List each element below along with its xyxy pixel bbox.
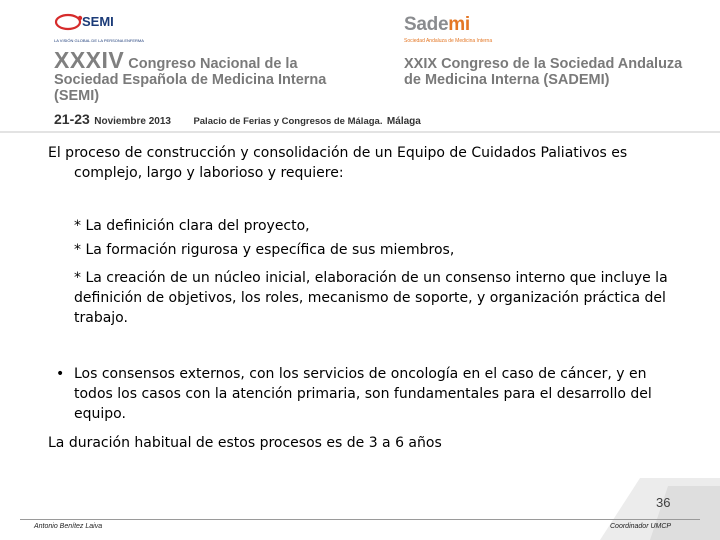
- sademi-congress-line2: de Medicina Interna (SADEMI): [404, 72, 610, 88]
- intro-paragraph: [48, 143, 688, 183]
- bullet-text: Los consensos externos, con los servicios de oncología en el caso de cáncer, y en todos los casos con la atención primaria, son fundamentales para el desarrollo del equipo.: [74, 366, 652, 422]
- congress-line1: Congreso Nacional de la: [128, 56, 298, 72]
- header-divider: [0, 131, 720, 133]
- event-month: Noviembre 2013: [94, 116, 171, 127]
- sademi-logo: [404, 14, 514, 44]
- sademi-logo-text: Sademi: [404, 14, 470, 35]
- event-venue: Palacio de Ferias y Congresos de Málaga.: [193, 116, 383, 127]
- semi-tagline: LA VISIÓN GLOBAL DE LA PERSONA ENFERMA: [54, 38, 144, 43]
- congress-number: XXXIV: [54, 47, 125, 73]
- duration-statement: La duración habitual de estos procesos es de 3 a 6 años: [48, 435, 442, 451]
- footer-author: Antonio Benítez Laiva: [34, 523, 103, 530]
- bullet-icon: •: [56, 366, 65, 382]
- congress-line3: (SEMI): [54, 88, 100, 104]
- page-number: 36: [656, 495, 671, 510]
- sademi-tagline: Sociedad Andaluza de Medicina Interna: [404, 38, 493, 44]
- event-days: 21-23: [54, 111, 90, 127]
- semi-logo-text: SEMI: [82, 14, 114, 29]
- list-item: * La formación rigurosa y específica de sus miembros,: [74, 242, 455, 258]
- sademi-congress-line1: XXIX Congreso de la Sociedad Andaluza: [404, 56, 683, 72]
- intro-line1: El proceso de construcción y consolidación de un Equipo de Cuidados Paliativos es: [48, 145, 628, 161]
- event-date-venue: [54, 111, 421, 129]
- list-item: * La definición clara del proyecto,: [74, 218, 310, 234]
- congress-title-sademi: [404, 56, 704, 88]
- footer-role: Coordinador UMCP: [610, 523, 672, 530]
- congress-line2: Sociedad Española de Medicina Interna: [54, 72, 327, 88]
- semi-logo: [54, 12, 144, 48]
- list-item: * La creación de un núcleo inicial, elaboración de un consenso interno que incluye la definición de objetivos, los roles, mecanismo de soporte, y organización práctica del trabajo.: [74, 270, 668, 326]
- congress-title-semi: [54, 47, 384, 104]
- intro-line2: complejo, largo y laborioso y requiere:: [74, 165, 344, 181]
- event-city: Málaga: [386, 116, 421, 127]
- footer-divider: [20, 519, 700, 520]
- footer-decoration: [0, 478, 720, 540]
